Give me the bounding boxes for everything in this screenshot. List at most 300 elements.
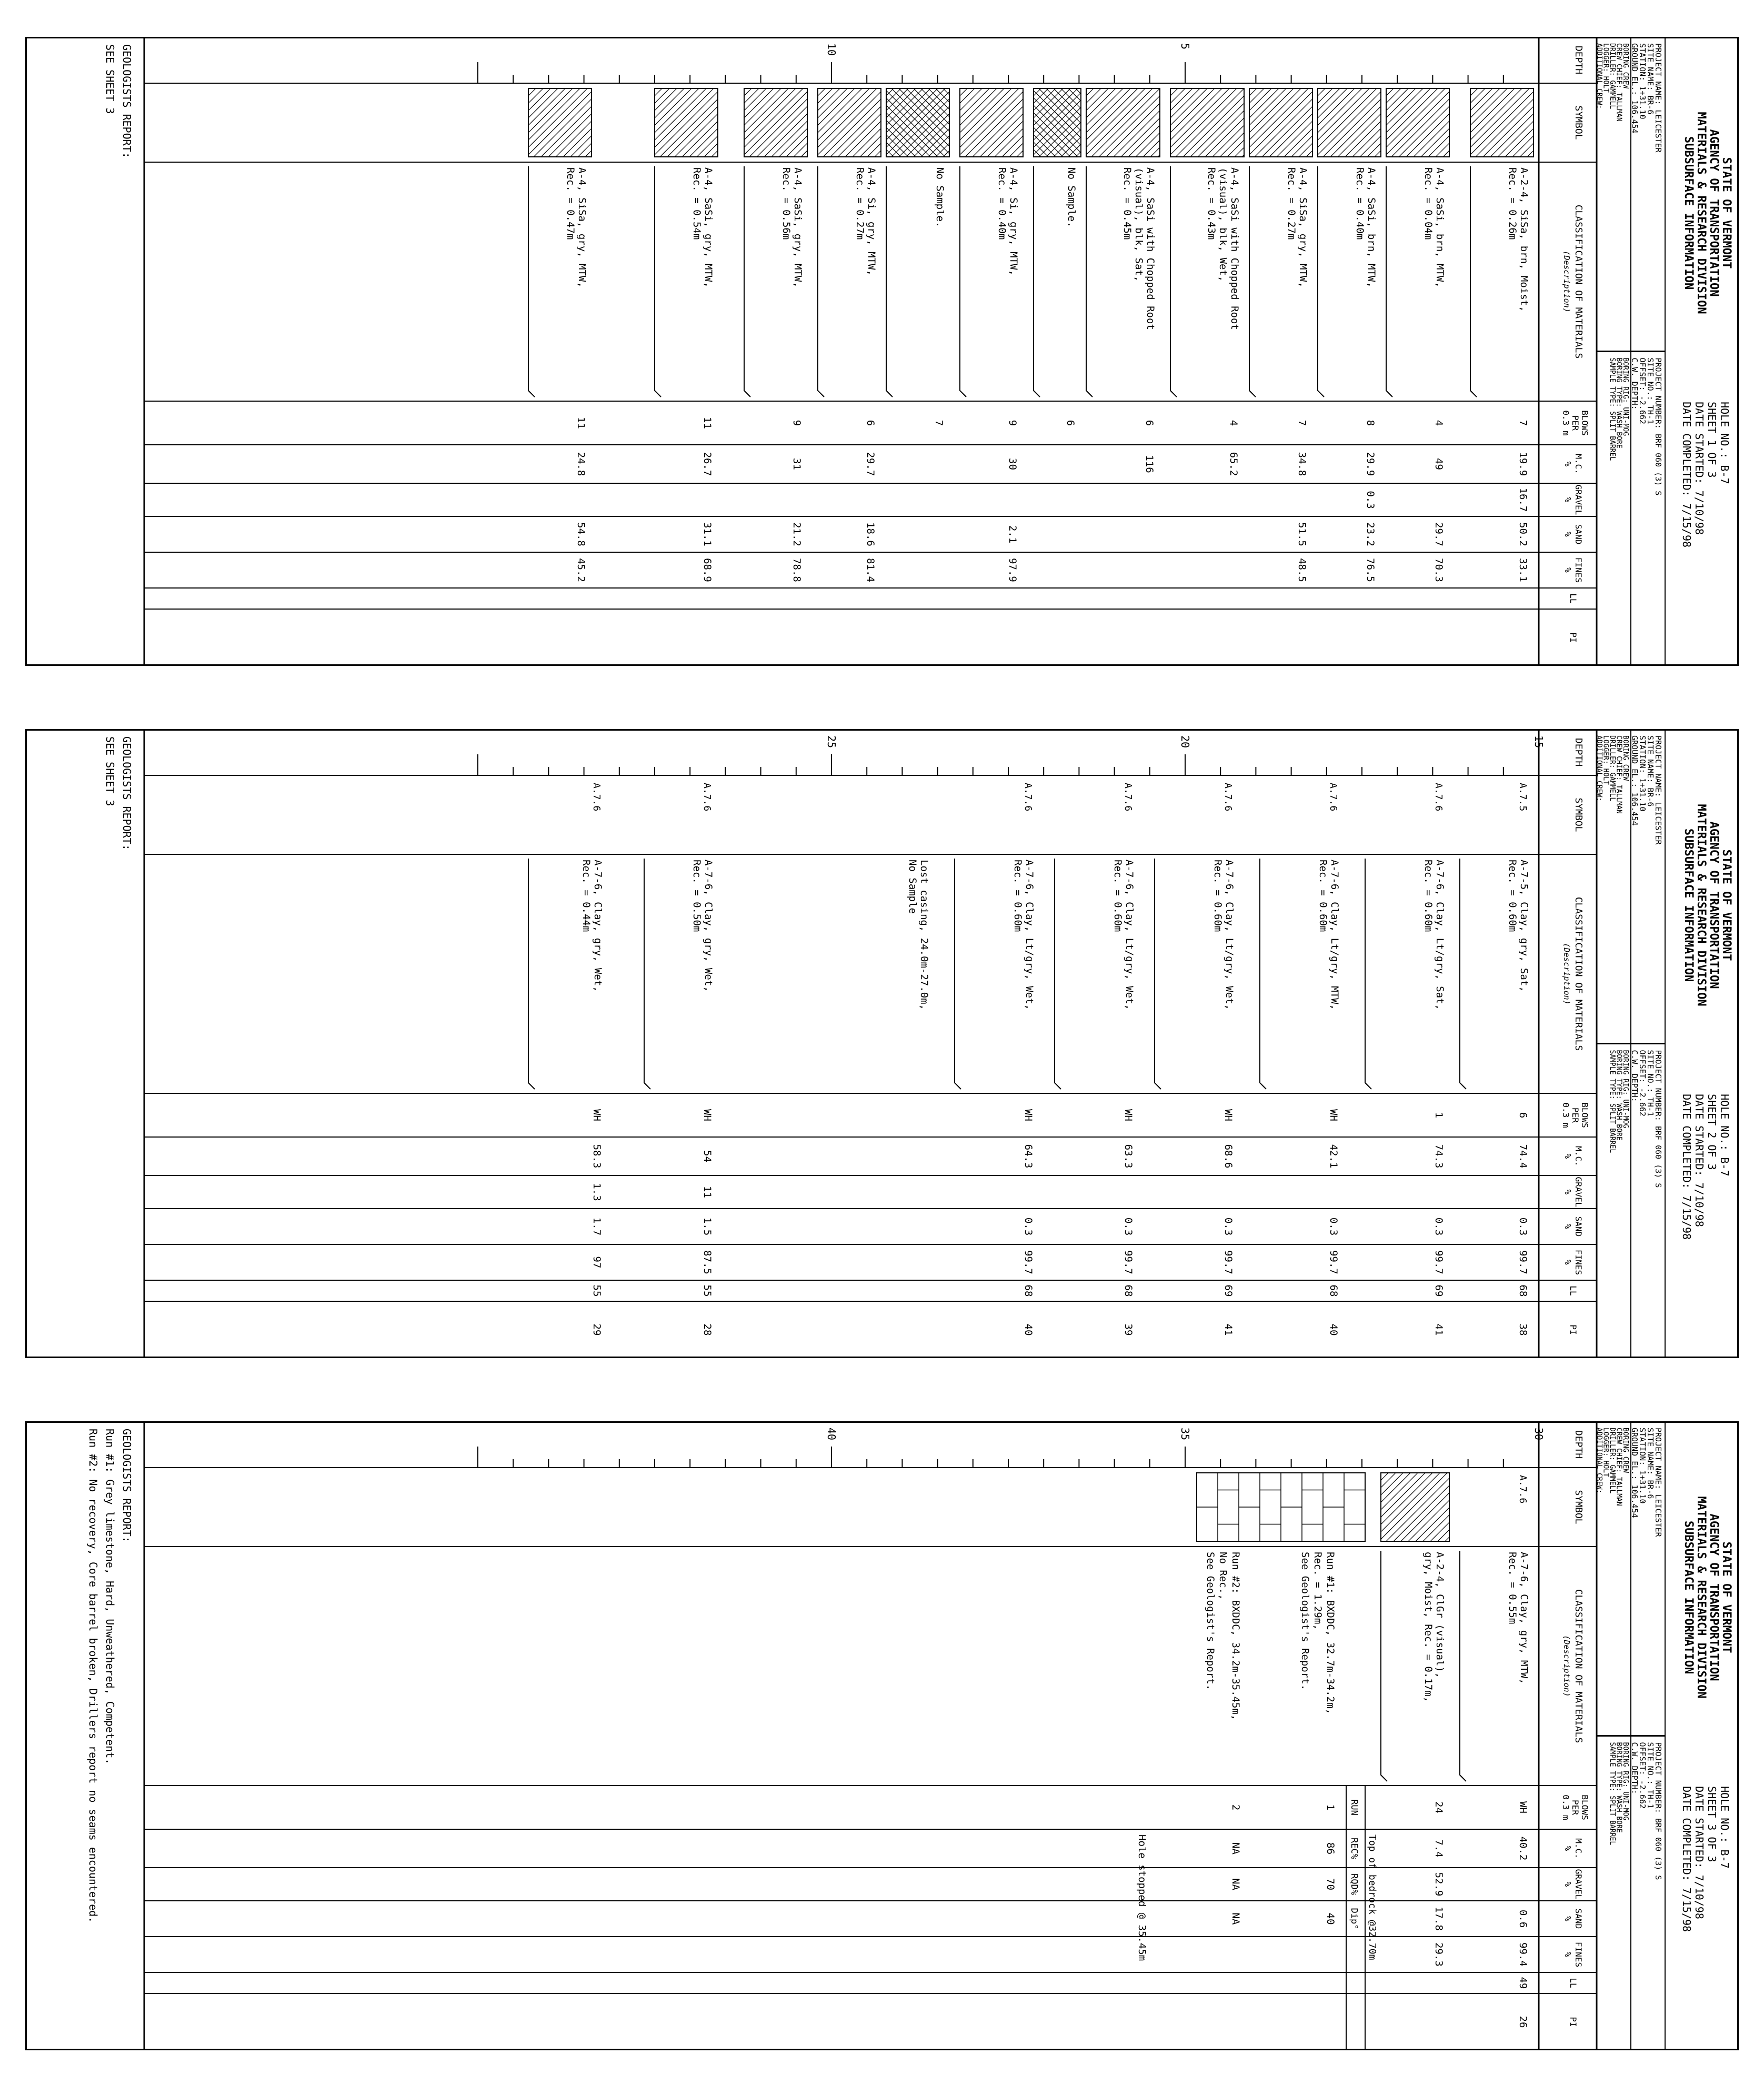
fines-value: 97.9 — [1007, 558, 1018, 582]
mc-value: 34.8 — [1296, 452, 1308, 476]
symbol-box — [1386, 88, 1449, 157]
ll-value: 68 — [1023, 1284, 1034, 1297]
rock-symbol — [1197, 1473, 1365, 1541]
hatch-line — [987, 121, 1023, 157]
hatch-line — [744, 88, 803, 147]
ll-value: 68 — [1328, 1284, 1339, 1297]
rig-info: BORING TYPE: WASH BORE — [1615, 1050, 1623, 1141]
sample-bracket — [818, 166, 824, 397]
hatch-line — [1034, 88, 1078, 133]
col-pi-header: PI — [1568, 2017, 1578, 2027]
col-mc-header: M.C. — [1573, 454, 1583, 474]
hatch-line — [818, 88, 869, 140]
hatch-line — [845, 121, 881, 157]
sample-bracket — [1470, 166, 1477, 397]
hatch-line — [1099, 96, 1160, 157]
hatch-line — [1091, 88, 1160, 157]
hatch-line — [1483, 106, 1534, 157]
hatch-line — [1394, 1485, 1449, 1541]
col-pi-header: PI — [1568, 632, 1578, 643]
hatch-line — [1227, 140, 1244, 157]
hatch-line — [1086, 88, 1123, 125]
hatch-line — [655, 88, 684, 118]
hatch-line — [1086, 88, 1130, 133]
fines-value: 99.7 — [1222, 1250, 1234, 1274]
hatch-line — [960, 88, 967, 96]
col-blows-header: PER — [1570, 415, 1580, 431]
material-description: A-4, SaSi with Chopped Root — [1229, 167, 1240, 330]
depth-label: 30 — [1532, 1428, 1545, 1441]
sample-bracket — [1170, 166, 1177, 397]
symbol-box — [1034, 88, 1081, 157]
material-description: A-7-6, Clay, Lt/gry, MTW, — [1329, 860, 1340, 1010]
hatch-line — [867, 143, 881, 157]
blows-value: 11 — [575, 417, 587, 429]
project-info-left: PROJECT NAME: LEICESTER — [1653, 735, 1663, 845]
ll-value: 68 — [1517, 1284, 1529, 1297]
hatch-line — [1470, 88, 1485, 103]
hatch-line — [1381, 1473, 1396, 1488]
hatch-line — [1106, 103, 1160, 157]
fines-value: 33.1 — [1517, 558, 1529, 582]
title-line: SUBSURFACE INFORMATION — [1682, 1520, 1695, 1674]
col-class-header: CLASSIFICATION OF MATERIALS — [1573, 896, 1584, 1051]
hatch-line — [891, 88, 949, 146]
ll-value: 55 — [591, 1284, 603, 1297]
hatch-line — [1170, 88, 1207, 125]
crew-info: CREW CHIEF: TALLMAN — [1615, 1428, 1623, 1506]
title-line: STATE OF VERMONT — [1720, 1541, 1733, 1653]
run-description: Run #2: BXDDC, 34.2m-35.45m, — [1230, 1552, 1241, 1721]
hatch-line — [1470, 88, 1500, 118]
hatch-line — [1367, 143, 1381, 157]
hatch-line — [1436, 143, 1449, 157]
hole-stopped-note: Hole stopped @ 35.45m — [1136, 1834, 1148, 1961]
project-info-right: OFFSET: -2.662 — [1638, 1742, 1647, 1809]
material-description: Rec. = 0.60m — [1212, 860, 1224, 932]
hatch-line — [1318, 88, 1325, 96]
material-description: Rec. = 0.60m — [1317, 860, 1329, 932]
col-ll-header: LL — [1568, 1285, 1578, 1296]
hatch-line — [1249, 88, 1279, 118]
sample-bracket — [1155, 859, 1161, 1089]
hatch-line — [655, 88, 669, 103]
col-blows-header: BLOWS — [1580, 410, 1590, 436]
hatch-line — [1046, 122, 1081, 157]
hatch-line — [1299, 143, 1312, 157]
hatch-line — [563, 128, 592, 157]
project-info-left: GROUND EL.: 106.454 — [1630, 1428, 1639, 1518]
project-info-left: SITE NAME: BR-6 — [1646, 735, 1655, 807]
rig-info: BORING RIG: UNI-MOG — [1621, 357, 1629, 436]
project-info-left: GROUND EL.: 106.454 — [1630, 43, 1639, 134]
hatch-line — [1176, 88, 1244, 157]
crew-info: LOGGER: HOLT — [1601, 43, 1610, 93]
hatch-line — [1381, 1473, 1388, 1480]
hatch-line — [818, 88, 833, 103]
mc-value: 40.2 — [1517, 1836, 1529, 1861]
soil-symbol — [655, 88, 718, 157]
project-info-left: SITE NAME: BR-6 — [1646, 43, 1655, 115]
mc-value: 49 — [1433, 458, 1445, 470]
sand-value: 0.3 — [1328, 1217, 1339, 1236]
blows-value: 4 — [1433, 420, 1445, 426]
hatch-line — [1421, 128, 1449, 157]
soil-symbol — [1470, 88, 1534, 157]
mc-value: 74.4 — [1517, 1144, 1529, 1169]
project-info-left: SITE NAME: BR-6 — [1646, 1428, 1655, 1499]
hatch-line — [995, 128, 1023, 157]
material-description: Rec. = 0.60m — [1507, 860, 1518, 932]
sample-bracket — [1381, 1551, 1387, 1781]
hatch-line — [1386, 88, 1401, 103]
blows-value: 9 — [791, 420, 803, 426]
sand-value: 51.5 — [1296, 522, 1308, 546]
sand-value: 0.3 — [1517, 1217, 1529, 1236]
hatch-line — [749, 99, 807, 157]
sample-bracket — [1034, 166, 1040, 397]
hatch-line — [655, 88, 662, 96]
sand-value: 0.3 — [1433, 1217, 1445, 1236]
hatch-line — [660, 99, 718, 157]
fines-value: 99.7 — [1433, 1250, 1445, 1274]
soil-symbol — [1034, 88, 1081, 157]
hatch-line — [655, 88, 714, 147]
crew-info: ADDITIONAL CREW: — [1595, 43, 1603, 109]
hatch-line — [1345, 121, 1381, 157]
hatch-line — [1076, 152, 1081, 157]
col-sand-pct: % — [1563, 1916, 1573, 1921]
mc-value: 19.9 — [1517, 452, 1529, 476]
hatch-line — [1375, 151, 1381, 157]
soil-symbol — [886, 88, 949, 157]
soil-symbol — [528, 88, 592, 157]
sheet-border — [26, 38, 1738, 665]
ll-value: 69 — [1222, 1284, 1234, 1297]
hatch-line — [818, 88, 855, 125]
title-line: MATERIALS & RESEARCH DIVISION — [1695, 1496, 1708, 1699]
hatch-line — [914, 121, 949, 157]
hole-number: HOLE NO.: B-7 — [1718, 402, 1731, 484]
hatch-line — [886, 113, 930, 157]
hatch-line — [886, 88, 930, 133]
mc-value: 42.1 — [1328, 1144, 1339, 1169]
date-started: DATE STARTED: 7/10/98 — [1693, 1786, 1706, 1919]
hatch-line — [1009, 143, 1023, 157]
material-description: A-4, Si, gry, MTW, — [866, 167, 877, 276]
project-info-right: PROJECT NUMBER: BRF 060 (3) S — [1653, 1050, 1663, 1188]
blows-value: WH — [1328, 1109, 1339, 1121]
material-description: A-4, SiSa, gry, MTW, — [1297, 167, 1309, 288]
symbol-code: A.7.5 — [1517, 783, 1528, 812]
hatch-line — [1476, 99, 1534, 157]
hatch-line — [1381, 1473, 1418, 1510]
material-description: (visual), blk, Wet, — [1217, 167, 1229, 282]
material-description: No Sample. — [934, 167, 946, 228]
fines-value: 81.4 — [865, 558, 876, 582]
col-blows-header: 0.3 m — [1561, 1794, 1571, 1820]
hatch-line — [1470, 88, 1515, 133]
col-mc-pct: % — [1563, 1153, 1573, 1159]
col-pi-header: PI — [1568, 1324, 1578, 1335]
project-info-left: GROUND EL.: 106.454 — [1630, 735, 1639, 826]
sample-bracket — [655, 166, 661, 397]
symbol-box — [655, 88, 718, 157]
hatch-line — [1190, 103, 1244, 157]
hatch-line — [1086, 88, 1101, 103]
mc-value: 58.3 — [591, 1144, 603, 1169]
sand-value: 54.8 — [575, 522, 587, 546]
material-description: Rec. = 0.40m — [996, 167, 1008, 240]
hatch-line — [921, 128, 949, 157]
ll-value: 68 — [1122, 1284, 1134, 1297]
hatch-line — [886, 105, 938, 157]
run-rqd: NA — [1230, 1878, 1241, 1890]
hatch-line — [771, 121, 807, 157]
hatch-line — [973, 106, 1023, 157]
col-symbol-header: SYMBOL — [1573, 1490, 1584, 1524]
hatch-line — [744, 88, 774, 118]
col-sand-header: SAND — [1573, 1908, 1583, 1929]
sheet-label: SHEET 2 OF 3 — [1706, 1094, 1718, 1170]
mc-value: 116 — [1144, 455, 1155, 473]
material-description: Rec. = 0.47m — [565, 167, 576, 240]
project-info-left: STATION: 1+31.10 — [1638, 735, 1647, 812]
hatch-line — [1277, 121, 1312, 157]
soil-symbol — [1170, 88, 1244, 157]
hatch-line — [689, 128, 718, 157]
hatch-line — [556, 121, 592, 157]
col-symbol-header: SYMBOL — [1573, 797, 1584, 832]
title-line: AGENCY OF TRANSPORTATION — [1707, 821, 1720, 989]
hatch-line — [528, 88, 580, 140]
hatch-line — [886, 88, 945, 147]
col-class-sub: (Description) — [1562, 1635, 1571, 1697]
sand-value: 17.8 — [1433, 1907, 1445, 1931]
hatch-line — [936, 88, 949, 102]
hatch-line — [1086, 88, 1138, 140]
col-sand-pct: % — [1563, 532, 1573, 537]
geologists-report-line: GEOLOGISTS REPORT: — [121, 1429, 133, 1543]
hatch-line — [1401, 1493, 1449, 1541]
hatch-line — [818, 88, 862, 133]
rock-run-header: RUN — [1349, 1799, 1359, 1816]
hatch-line — [1505, 128, 1534, 157]
material-description: A-4, SaSi, gry, MTW, — [792, 167, 804, 288]
sheet-2-drawing — [25, 729, 1739, 1358]
project-info-right: SITE NO.: TH-1 — [1646, 1742, 1655, 1809]
sample-bracket — [955, 859, 961, 1089]
fines-value: 87.5 — [701, 1250, 713, 1274]
geologists-report-line: Run #2: No recovery, Core barrel broken, Drillers report no seams encountered. — [87, 1429, 99, 1923]
hatch-line — [1386, 88, 1394, 96]
mc-value: 63.3 — [1122, 1144, 1134, 1169]
col-gravel-header: GRAVEL — [1573, 1176, 1583, 1208]
blows-value: WH — [1023, 1109, 1034, 1121]
run-description: See Geologist's Report. — [1299, 1552, 1311, 1691]
hatch-line — [1445, 1537, 1449, 1541]
pi-value: 28 — [701, 1323, 713, 1336]
material-description: Rec. = 0.27m — [1286, 167, 1297, 240]
hatch-line — [1381, 1473, 1447, 1539]
hatch-line — [1198, 111, 1244, 157]
hatch-line — [1391, 99, 1449, 157]
material-description: Rec. = 0.50m — [691, 860, 703, 932]
hatch-line — [1284, 128, 1312, 157]
pi-value: 41 — [1222, 1323, 1234, 1336]
hatch-line — [1086, 88, 1152, 155]
soil-symbol — [744, 88, 807, 157]
hatch-line — [1076, 88, 1081, 94]
hatch-line — [1249, 88, 1264, 103]
project-info-left: PROJECT NAME: LEICESTER — [1653, 43, 1663, 153]
fines-value: 99.7 — [1023, 1250, 1034, 1274]
blows-value: 6 — [1065, 420, 1076, 426]
fines-value: 97 — [591, 1256, 603, 1269]
col-mc-pct: % — [1563, 1846, 1573, 1851]
pi-value: 40 — [1023, 1323, 1034, 1336]
geologists-report-line: SEE SHEET 3 — [104, 44, 116, 114]
hatch-line — [1086, 88, 1145, 147]
hatch-line — [534, 99, 592, 157]
symbol-box — [818, 88, 881, 157]
depth-label: 10 — [825, 43, 838, 56]
material-description: Rec. = 0.45m — [1121, 167, 1133, 240]
project-info-left: STATION: 1+31.10 — [1638, 43, 1647, 119]
hatch-line — [853, 128, 881, 157]
material-description: Rec. = 0.04m — [1422, 167, 1434, 240]
hatch-line — [960, 88, 975, 103]
run-description: No Rec., — [1217, 1552, 1229, 1600]
col-blows-header: PER — [1570, 1108, 1580, 1123]
hatch-line — [1054, 88, 1081, 116]
hatch-line — [875, 151, 881, 157]
pi-value: 26 — [1517, 2016, 1529, 2028]
col-ll-header: LL — [1568, 593, 1578, 604]
col-gravel-header: GRAVEL — [1573, 1869, 1583, 1900]
blows-value: 6 — [865, 420, 876, 426]
rig-info: BORING TYPE: WASH BORE — [1615, 1742, 1623, 1833]
rig-info: SAMPLE TYPE: SPLIT BARREL — [1608, 1050, 1616, 1153]
hatch-line — [1498, 121, 1534, 157]
blows-value: 7 — [1517, 420, 1529, 426]
sample-bracket — [528, 859, 535, 1089]
blows-value: 11 — [701, 417, 713, 429]
hatch-line — [1114, 111, 1160, 157]
crew-info: BORING CREW — [1621, 735, 1629, 781]
run-description: Run #1: BXDDC, 32.7m-34.2m, — [1325, 1552, 1336, 1714]
fines-value: 70.3 — [1433, 558, 1445, 582]
hatch-line — [1306, 151, 1312, 157]
log-sheet-1 — [25, 37, 1739, 666]
title-line: AGENCY OF TRANSPORTATION — [1707, 1513, 1720, 1681]
blows-value: 7 — [1296, 420, 1308, 426]
sand-value: 18.6 — [865, 522, 876, 546]
fines-value: 99.4 — [1517, 1942, 1529, 1967]
col-gravel-header: GRAVEL — [1573, 484, 1583, 515]
symbol-box — [528, 88, 592, 157]
col-sand-header: SAND — [1573, 524, 1583, 545]
hatch-line — [1318, 88, 1377, 147]
material-description: Rec. = 0.55m — [1507, 1552, 1518, 1624]
material-description: No Sample. — [1066, 167, 1077, 228]
title-line: SUBSURFACE INFORMATION — [1682, 136, 1695, 290]
material-description: (visual), blk, Sat, — [1133, 167, 1145, 282]
material-description: A-7-6, Clay, gry, Wet, — [592, 860, 604, 992]
geologists-report-line: GEOLOGISTS REPORT: — [121, 44, 133, 158]
fines-value: 45.2 — [575, 558, 587, 582]
fines-value: 99.7 — [1122, 1250, 1134, 1274]
hatch-line — [1330, 106, 1381, 157]
col-blows-header: 0.3 m — [1561, 410, 1571, 436]
hatch-line — [886, 88, 916, 118]
hatch-line — [528, 88, 565, 125]
hatch-line — [1262, 106, 1312, 157]
mc-value: 7.4 — [1433, 1839, 1445, 1858]
crew-info: LOGGER: HOLT — [1601, 1428, 1610, 1477]
hatch-line — [1034, 127, 1063, 157]
material-description: Rec. = 0.44m — [580, 860, 592, 932]
col-symbol-header: SYMBOL — [1573, 105, 1584, 140]
date-completed: DATE COMPLETED: 7/15/98 — [1680, 1094, 1693, 1240]
rock-rec-header: REC% — [1349, 1838, 1359, 1859]
col-blows-header: PER — [1570, 1800, 1580, 1815]
hatch-line — [1121, 118, 1160, 157]
hatch-line — [1086, 88, 1116, 118]
sand-value: 2.1 — [1007, 525, 1018, 544]
hatch-line — [1470, 88, 1522, 140]
sample-bracket — [1055, 859, 1061, 1089]
hatch-line — [757, 106, 807, 157]
hatch-line — [818, 88, 825, 96]
hatch-line — [886, 88, 938, 140]
sample-bracket — [744, 166, 750, 397]
hatch-line — [1318, 88, 1347, 118]
hatch-line — [830, 106, 881, 157]
project-info-right: SITE NO.: TH-1 — [1646, 1050, 1655, 1116]
material-description: A-7-6, Clay, gry, Wet, — [703, 860, 714, 992]
ll-value: 55 — [701, 1284, 713, 1297]
crew-info: CREW CHIEF: TALLMAN — [1615, 735, 1623, 814]
blows-value: 4 — [1228, 420, 1239, 426]
material-description: Rec. = 0.60m — [1422, 860, 1434, 932]
hatch-line — [744, 88, 788, 133]
hatch-line — [541, 106, 592, 157]
sample-bracket — [1260, 859, 1266, 1089]
hatch-line — [1520, 143, 1534, 157]
hatch-line — [943, 151, 949, 157]
crew-info: BORING CREW — [1621, 43, 1629, 89]
project-info-right: C.W. DEPTH: — [1630, 1742, 1639, 1794]
col-class-header: CLASSIFICATION OF MATERIALS — [1573, 1589, 1584, 1743]
hatch-line — [1386, 88, 1445, 147]
date-started: DATE STARTED: 7/10/98 — [1693, 402, 1706, 535]
rock-rqd-header: RQD% — [1349, 1873, 1359, 1895]
col-fines-pct: % — [1563, 1952, 1573, 1957]
hatch-line — [1034, 88, 1063, 118]
hatch-line — [711, 151, 718, 157]
mc-value: 31 — [791, 458, 803, 470]
sand-value: 1.5 — [701, 1217, 713, 1236]
gravel-value: 0.3 — [1365, 491, 1376, 509]
run-rqd: 70 — [1325, 1878, 1336, 1890]
symbol-box — [1086, 88, 1160, 157]
hatch-line — [1170, 88, 1222, 140]
hatch-line — [936, 143, 949, 157]
run-dip: 40 — [1325, 1912, 1336, 1925]
hatch-line — [1470, 88, 1478, 96]
hatch-line — [818, 88, 877, 147]
